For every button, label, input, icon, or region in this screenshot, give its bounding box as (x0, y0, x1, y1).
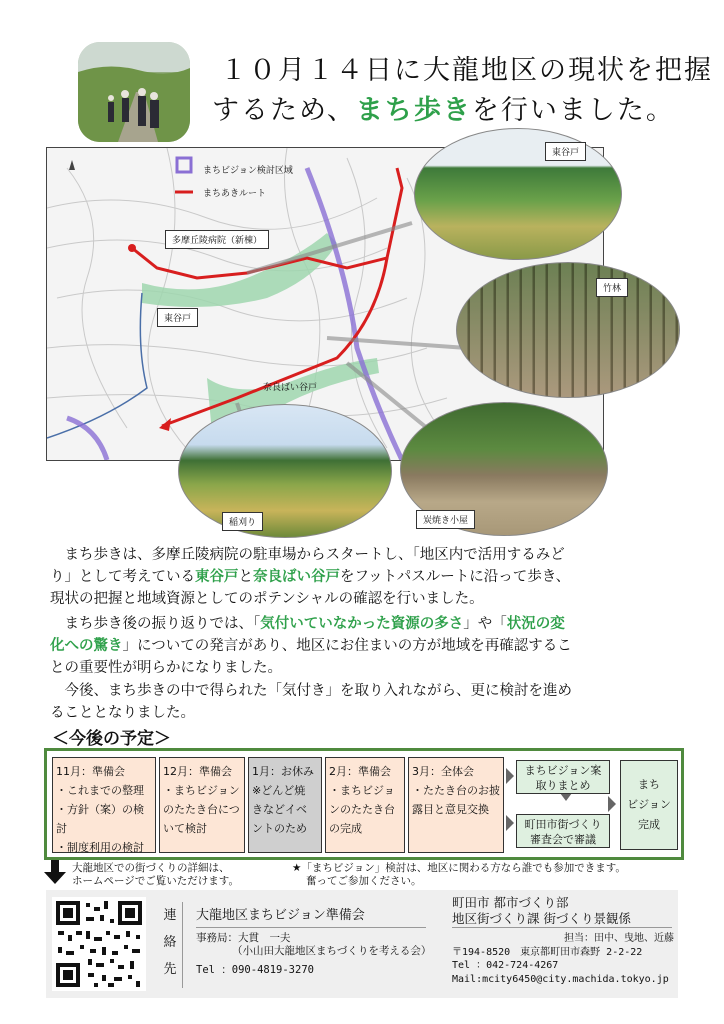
body-paragraph-2 (50, 613, 690, 679)
schedule-heading: ＜今後の予定＞ (52, 729, 171, 749)
note-line: 奮ってご参加ください。 (306, 875, 422, 887)
hospital-label: 多摩丘陵病院（新棟） (165, 230, 269, 249)
schedule-february (325, 757, 405, 853)
schedule-march (408, 757, 504, 853)
final-line: 完成 (638, 818, 660, 831)
office-line: 事務局：大貫 一夫 (196, 932, 291, 944)
schedule-january (248, 757, 322, 853)
p2-highlight-1: 気付いていなかった資源の多さ (260, 616, 464, 632)
walking-group-photo (78, 42, 190, 142)
contact-label (158, 902, 183, 988)
dec-head: 12月：準備会 (163, 765, 232, 778)
p2-text-mid: 」や「 (463, 616, 507, 632)
nov-item: ・これまでの整理 (56, 784, 144, 797)
legend-route-label: まちあきルート (203, 189, 267, 199)
higashiyato-photo-label: 東谷戸 (545, 142, 586, 161)
p2-line1 (50, 613, 690, 635)
city-line: 町田市 都市づくり部 (452, 895, 569, 910)
north-arrow-icon (69, 160, 75, 170)
feb-item: ・まちビジョ (329, 784, 395, 797)
p1-text-and: と (238, 569, 253, 585)
p1-text: り」として考えている (50, 569, 195, 585)
p2-highlight-2: 状況の変 (506, 616, 565, 632)
feb-head: 2月：準備会 (329, 765, 391, 778)
arrow-right-icon (608, 796, 616, 812)
nov-item: ・制度利用の検討 (56, 841, 144, 854)
final-line: ビジョン (627, 798, 671, 811)
mar-item: 露目と意見交換 (412, 803, 489, 816)
schedule-december (159, 757, 245, 853)
narabai-map-label: 奈良ばい谷戸 (263, 383, 318, 393)
bamboo-photo (456, 262, 680, 398)
jan-item: ※どんど焼 (252, 784, 306, 797)
page-title-line1: １０月１４日に大龍地区の現状を把握 (220, 55, 713, 86)
higashiyato-map-label: 東谷戸 (157, 308, 198, 327)
note-line: ホームページでご覧いただけます。 (72, 875, 239, 887)
body-paragraph-3 (50, 680, 690, 724)
legend-zone-label: まちビジョン検討区域 (203, 166, 293, 176)
p1-highlight-narabai: 奈良ばい谷戸 (253, 569, 340, 585)
p1-text-end: をフットパスルートに沿って歩き、 (340, 569, 571, 585)
contact-label-char: 先 (163, 962, 177, 977)
homepage-note (72, 862, 239, 888)
page-title-line2 (212, 92, 675, 130)
qr-code-icon[interactable] (52, 897, 146, 991)
charcoal-photo-label: 炭焼き小屋 (416, 510, 475, 529)
p2-text: まち歩き後の振り返りでは、「 (50, 616, 261, 632)
contact-org-name: 大龍地区まちビジョン準備会 (196, 904, 426, 928)
nov-head: 11月：準備会 (56, 765, 125, 778)
summary-line: まちビジョン案 (524, 764, 602, 777)
p3-line1: 今後、まち歩きの中で得られた「気付き」を取り入れながら、更に検討を進め (50, 683, 572, 699)
arrow-down-icon (560, 793, 572, 801)
jan-head: 1月：お休み (252, 765, 314, 778)
city-tel: Tel ：042-724-4267 (452, 960, 559, 971)
city-contact (452, 932, 674, 986)
schedule-november (52, 757, 156, 853)
p1-line1: まち歩きは、多摩丘陵病院の駐車場からスタートし、「地区内で活用するみど (50, 547, 565, 563)
final-line: まち (638, 778, 660, 791)
office-tel: Tel ：090-4819-3270 (196, 964, 314, 976)
city-mail[interactable]: Mail:mcity6450@city.machida.tokyo.jp (452, 973, 669, 985)
note-line: ★「まちビジョン」検討は、地区に関わる方なら誰でも参加できます。 (292, 862, 626, 874)
title-text: するため、 (212, 95, 356, 126)
summary-line: 取りまとめ (535, 779, 591, 792)
contact-office (196, 932, 431, 977)
city-department (452, 895, 672, 928)
contact-label-char: 絡 (163, 935, 177, 950)
dec-item: のたたき台につ (163, 803, 240, 816)
review-line: 審査会で審議 (530, 833, 596, 846)
p1-highlight-higashiyato: 東谷戸 (195, 569, 239, 585)
arrow-right-icon (506, 815, 514, 831)
mar-item: ・たたき台のお披 (412, 784, 500, 797)
p3-line2: ることとなりました。 (50, 705, 195, 721)
dec-item: ・まちビジョン (163, 784, 240, 797)
zone-legend-icon (177, 158, 191, 172)
p1-line3: 現状の把握と地域資源としてのポテンシャルの確認を行いました。 (50, 591, 484, 607)
participation-note (292, 862, 626, 888)
higashiyato-photo (414, 128, 622, 260)
feb-item: の完成 (329, 822, 362, 835)
arrow-right-icon (506, 768, 514, 784)
title-text-end: を行いました。 (471, 95, 675, 126)
bamboo-photo-label: 竹林 (596, 278, 628, 297)
jan-item: ントのため (252, 822, 307, 835)
p2-highlight-3: 化への驚き (50, 638, 123, 654)
jan-item: きなどイベ (252, 803, 307, 816)
note-line: 大龍地区での街づくりの詳細は、 (72, 862, 230, 874)
p2-line2 (50, 635, 690, 657)
dec-item: いて検討 (163, 822, 207, 835)
mar-head: 3月：全体会 (412, 765, 474, 778)
city-line: 地区街づくり課 街づくり景観係 (452, 911, 631, 926)
office-sub-line: （小山田大龍地区まちづくりを考える会） (232, 945, 432, 957)
rice-photo-label: 稲刈り (222, 512, 263, 531)
body-paragraph-1 (50, 544, 690, 610)
city-staff: 担当：田中、曳地、近藤 (564, 933, 674, 944)
city-address: 〒194-8520 東京都町田市森野 2-2-22 (452, 946, 643, 958)
review-line: 町田市街づくり (524, 818, 602, 831)
feb-item: ンのたたき台 (329, 803, 395, 816)
arrow-down-icon (44, 860, 66, 884)
photo-people-illustration (78, 42, 190, 142)
schedule-final-box (620, 760, 678, 850)
nov-item: ・方針（案）の検討 (56, 803, 144, 835)
p1-line2 (50, 566, 690, 588)
contact-label-char: 連 (163, 908, 177, 923)
title-emphasis: まち歩き (355, 95, 472, 126)
schedule-summary-box (516, 760, 610, 794)
schedule-review-box (516, 814, 610, 848)
p2-line3: との重要性が明らかになりました。 (50, 660, 282, 676)
rice-harvest-photo (178, 404, 392, 538)
p2-text-end: 」についての発言があり、地区にお住まいの方が地域を再確認するこ (122, 638, 572, 654)
